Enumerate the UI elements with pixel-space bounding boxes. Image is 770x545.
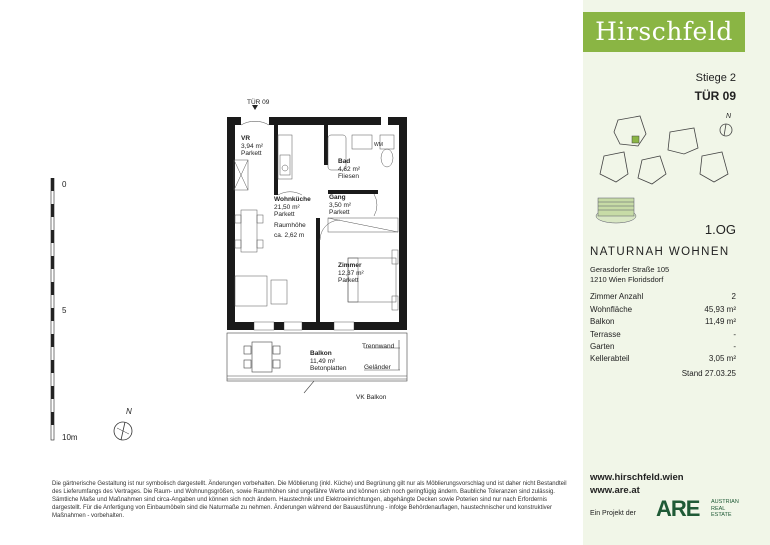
room-area: 3,94 m² (241, 142, 264, 150)
fact-key: Garten (590, 342, 615, 351)
room-name: Wohnküche (274, 196, 311, 203)
room-name: Zimmer (338, 262, 362, 269)
project-title: NATURNAH WOHNEN (590, 246, 730, 258)
room-floor: Betonplatten (310, 365, 347, 372)
room-wohnkueche (274, 196, 311, 239)
ein-projekt-label: Ein Projekt der (590, 510, 636, 517)
are-logo-text (711, 499, 739, 519)
are-logo-mark: ARE (656, 496, 700, 521)
plan-door-label: TÜR 09 (247, 99, 270, 106)
gelaender-label: Geländer (364, 364, 391, 371)
website-are[interactable]: www.are.at (590, 485, 640, 496)
fact-value: - (733, 342, 736, 351)
are-line2: REAL (711, 505, 726, 512)
fact-key: Wohnfläche (590, 305, 633, 314)
are-line3: ESTATE (711, 512, 732, 518)
plan-compass-icon (112, 418, 134, 442)
trennwand-label: Trennwand (362, 343, 395, 350)
disclaimer: Die gärtnerische Gestaltung ist nur symbolisch dargestellt. Änderungen vorbehalten. Die Möblierung (inkl. Küche) und Begrünung gilt nur als Möblierungsvorschlag und ist daher nicht Bestandteil des Lieferumfangs des Vertrages. Die Raum- und Wohnungsgrößen, sowie Raumhöhen sind ungefähre Werte und können sich noch geringfügig ändern. Baubliche Toleranzen sind zulässig. Sämtliche Maße und Maßnahmen sind circa-Angaben und können sich noch ändern. Haustechnik und Elektroeinrichtungen, abgehängte Decken sowie Poterien sind nur nach Erfordernis dargestellt. Für die Anfertigung von Einbaumöbeln sind die Naturmaße zu nehmen. Änderungen während der Bauausführung - infolge Behördenauflagen, haustechnischer und konstruktiver Maßnahmen - vorbehalten. (52, 481, 567, 519)
floor-label: 1.OG (704, 222, 736, 237)
room-area: 11,49 m² (310, 357, 336, 365)
room-height-label: Raumhöhe (274, 221, 306, 229)
room-floor: Parkett (338, 277, 359, 284)
are-line1: AUSTRIAN (711, 499, 739, 505)
room-floor: Parkett (274, 211, 295, 218)
room-area: 3,50 m² (329, 201, 352, 209)
scale-label-5: 5 (62, 306, 67, 315)
scale-bar (48, 178, 58, 442)
room-floor: Parkett (329, 209, 350, 216)
logo-text: Hirschfeld (595, 17, 733, 46)
room-area: 21,50 m² (274, 203, 300, 211)
wm-label: WM (374, 142, 383, 148)
room-floor: Parkett (241, 150, 262, 157)
room-balkon (310, 350, 347, 373)
room-area: 12,37 m² (338, 269, 364, 277)
room-vr (241, 135, 263, 158)
room-height-value: ca. 2,62 m (274, 231, 305, 239)
scale-label-0: 0 (62, 180, 67, 189)
hirschfeld-logo (583, 12, 745, 52)
stiege-label: Stiege 2 (695, 72, 736, 84)
scale-label-10: 10m (62, 433, 78, 442)
room-bad (338, 158, 360, 181)
room-name: VR (241, 135, 251, 142)
fact-key: Balkon (590, 317, 615, 326)
room-gang (329, 194, 351, 217)
fact-value: - (733, 330, 736, 339)
fact-value: 3,05 m² (708, 354, 736, 363)
website-hirschfeld[interactable]: www.hirschfeld.wien (590, 472, 684, 483)
fact-key: Zimmer Anzahl (590, 292, 644, 301)
project-street: Gerasdorfer Straße 105 (590, 265, 670, 274)
room-name: Bad (338, 158, 351, 165)
room-area: 4,62 m² (338, 165, 361, 173)
fact-key: Terrasse (590, 330, 621, 339)
project-city: 1210 Wien Floridsdorf (590, 275, 664, 284)
fact-value: 45,93 m² (704, 305, 736, 314)
fact-value: 11,49 m² (705, 317, 736, 326)
tuer-label: TÜR 09 (694, 89, 736, 103)
room-zimmer (338, 262, 364, 285)
room-floor: Fliesen (338, 173, 359, 180)
fact-key: Kellerabteil (590, 354, 630, 363)
room-name: Gang (329, 194, 346, 201)
fact-value: 2 (731, 292, 736, 301)
vk-balkon-label: VK Balkon (356, 394, 387, 401)
compass-north-label: N (726, 113, 732, 120)
room-name: Balkon (310, 350, 332, 357)
plan-compass-north: N (126, 407, 132, 416)
